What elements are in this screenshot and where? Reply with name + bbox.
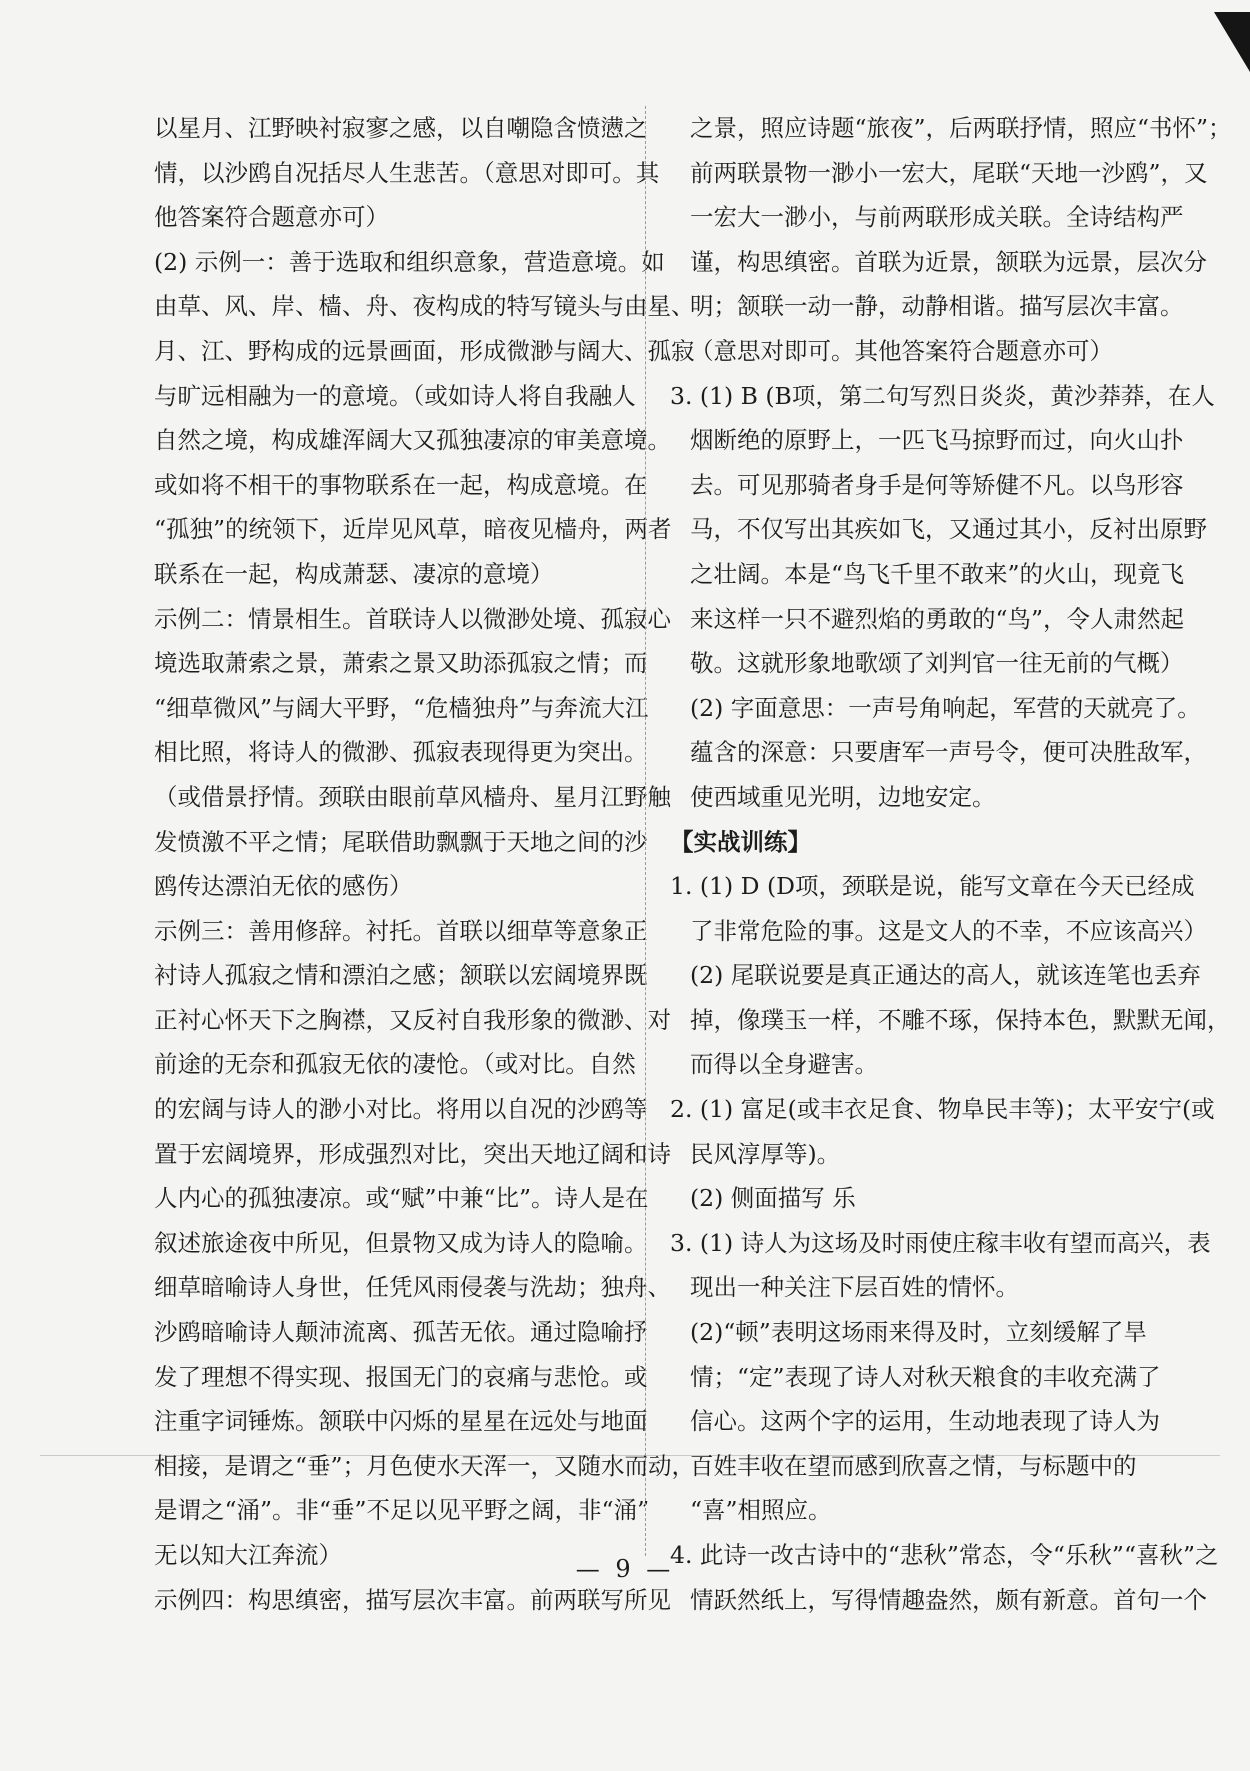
text-line: 3. (1) B (B项，第二句写烈日炎炎，黄沙莽莽，在人 [670,381,1215,410]
text-line: 或如将不相干的事物联系在一起，构成意境。在 [154,470,648,499]
text-line: 沙鸥暗喻诗人颠沛流离、孤苦无依。通过隐喻抒 [154,1318,648,1347]
text-line: 发愤激不平之情；尾联借助飘飘于天地之间的沙 [154,827,648,856]
right-text-column [670,106,1232,1622]
text-line: 信心。这两个字的运用，生动地表现了诗人为 [690,1407,1160,1436]
text-line: 细草暗喻诗人身世，任凭风雨侵袭与洗劫；独舟、 [154,1273,671,1302]
text-line: 示例二：情景相生。首联诗人以微渺处境、孤寂心 [154,604,671,633]
text-line: 境选取萧索之景，萧索之景又助添孤寂之情；而 [154,649,648,678]
text-line: (2) 尾联说要是真正通达的高人，就该连笔也丢弃 [690,961,1201,990]
text-line: (2)“顿”表明这场雨来得及时，立刻缓解了旱 [690,1318,1147,1347]
text-line: 而得以全身避害。 [690,1050,878,1079]
text-line: 置于宏阔境界，形成强烈对比，突出天地辽阔和诗 [154,1139,671,1168]
text-line: 的宏阔与诗人的渺小对比。将用以自况的沙鸥等 [154,1095,648,1124]
text-line: 相比照，将诗人的微渺、孤寂表现得更为突出。 [154,738,648,767]
text-line: 正衬心怀天下之胸襟，又反衬自我形象的微渺、对 [154,1005,671,1034]
text-line: 无以知大江奔流） [154,1541,342,1569]
text-line: (2) 字面意思：一声号角响起，军营的天就亮了。 [690,693,1201,722]
page-corner-mark [1214,12,1250,72]
text-line: 烟断绝的原野上，一匹飞马掠野而过，向火山扑 [690,426,1184,455]
text-line: 民风淳厚等)。 [690,1139,841,1168]
text-line: 情，以沙鸥自况括尽人生悲苦。（意思对即可。其 [154,158,660,187]
text-line: 3. (1) 诗人为这场及时雨使庄稼丰收有望而高兴，表 [670,1228,1211,1257]
text-line: 谨，构思缜密。首联为近景，颔联为远景，层次分 [690,247,1207,276]
text-line: 现出一种关注下层百姓的情怀。 [690,1273,1019,1302]
text-line: “喜”相照应。 [690,1496,832,1525]
text-line: 一宏大一渺小，与前两联形成关联。全诗结构严 [690,203,1184,232]
text-line: 2. (1) 富足(或丰衣足食、物阜民丰等)；太平安宁(或 [670,1095,1215,1124]
text-line: “孤独”的统领下，近岸见风草，暗夜见樯舟，两者 [154,515,672,544]
text-line: 1. (1) D (D项，颈联是说，能写文章在今天已经成 [670,872,1195,901]
left-text-column [154,106,696,1622]
text-line: 衬诗人孤寂之情和漂泊之感；颔联以宏阔境界既 [154,961,648,990]
text-line: 发了理想不得实现、报国无门的哀痛与悲怆。或 [154,1362,648,1391]
text-line: 情跃然纸上，写得情趣盎然，颇有新意。首句一个 [690,1585,1207,1614]
text-line: 前两联景物一渺小一宏大，尾联“天地一沙鸥”，又 [690,158,1208,187]
text-line: 来这样一只不避烈焰的勇敢的“鸟”，令人肃然起 [690,604,1185,633]
text-line: (2) 示例一：善于选取和组织意象，营造意境。如 [154,247,665,276]
text-line: 联系在一起，构成萧瑟、凄凉的意境） [154,559,554,588]
text-line: 他答案符合题意亦可） [154,203,389,232]
text-line: 明；颔联一动一静，动静相谐。描写层次丰富。 [690,292,1184,321]
text-line: 马，不仅写出其疾如飞，又通过其小，反衬出原野 [690,515,1207,544]
column-divider [645,106,646,1556]
text-line: 掉，像璞玉一样，不雕不琢，保持本色，默默无闻， [690,1005,1231,1034]
text-line: 蕴含的深意：只要唐军一声号令，便可决胜敌军， [690,738,1207,767]
text-line: 去。可见那骑者身手是何等矫健不凡。以鸟形容 [690,470,1184,499]
text-line: (2) 侧面描写 乐 [690,1184,856,1213]
text-line: 示例三：善用修辞。衬托。首联以细草等意象正 [154,916,648,945]
text-line: 情；“定”表现了诗人对秋天粮食的丰收充满了 [690,1362,1161,1391]
text-line: 使西域重见光明，边地安定。 [690,782,996,811]
text-line: 百姓丰收在望而感到欣喜之情，与标题中的 [690,1451,1137,1480]
text-line: 鸥传达漂泊无依的感伤） [154,872,413,901]
text-line: 月、江、野构成的远景画面，形成微渺与阔大、孤寂 [154,336,695,365]
text-line: 人内心的孤独凄凉。或“赋”中兼“比”。诗人是在 [154,1184,649,1213]
text-line: （意思对即可。其他答案符合题意亦可） [690,336,1113,365]
text-line: 相接，是谓之“垂”；月色使水天浑一，又随水而动， [154,1451,696,1480]
text-line: 示例四：构思缜密，描写层次丰富。前两联写所见 [154,1585,671,1614]
text-line: （或借景抒情。颈联由眼前草风樯舟、星月江野触 [154,782,671,811]
page-number: — 9 — [575,1555,675,1583]
text-line: 与旷远相融为一的意境。（或如诗人将自我融人 [154,381,636,410]
text-line: 以星月、江野映衬寂寥之感，以自嘲隐含愤懑之 [154,114,648,142]
text-line: 【实战训练】 [670,827,811,856]
text-line: 了非常危险的事。这是文人的不幸，不应该高兴） [690,916,1207,945]
text-line: 之景，照应诗题“旅夜”，后两联抒情，照应“书怀”； [690,114,1232,142]
text-line: 敬。这就形象地歌颂了刘判官一往无前的气概） [690,649,1184,678]
text-line: 注重字词锤炼。颔联中闪烁的星星在远处与地面 [154,1407,648,1436]
text-line: 叙述旅途夜中所见，但景物又成为诗人的隐喻。 [154,1228,648,1257]
text-line: 是谓之“涌”。非“垂”不足以见平野之阔，非“涌” [154,1496,650,1525]
text-line: 之壮阔。本是“鸟飞千里不敢来”的火山，现竟飞 [690,559,1185,588]
text-line: 自然之境，构成雄浑阔大又孤独凄凉的审美意境。 [154,426,671,455]
text-line: 4. 此诗一改古诗中的“悲秋”常态，令“乐秋”“喜秋”之 [670,1541,1219,1569]
text-line: 前途的无奈和孤寂无依的凄怆。（或对比。自然 [154,1050,636,1079]
text-line: 由草、风、岸、樯、舟、夜构成的特写镜头与由星、 [154,292,695,321]
text-line: “细草微风”与阔大平野，“危樯独舟”与奔流大江 [154,693,649,722]
